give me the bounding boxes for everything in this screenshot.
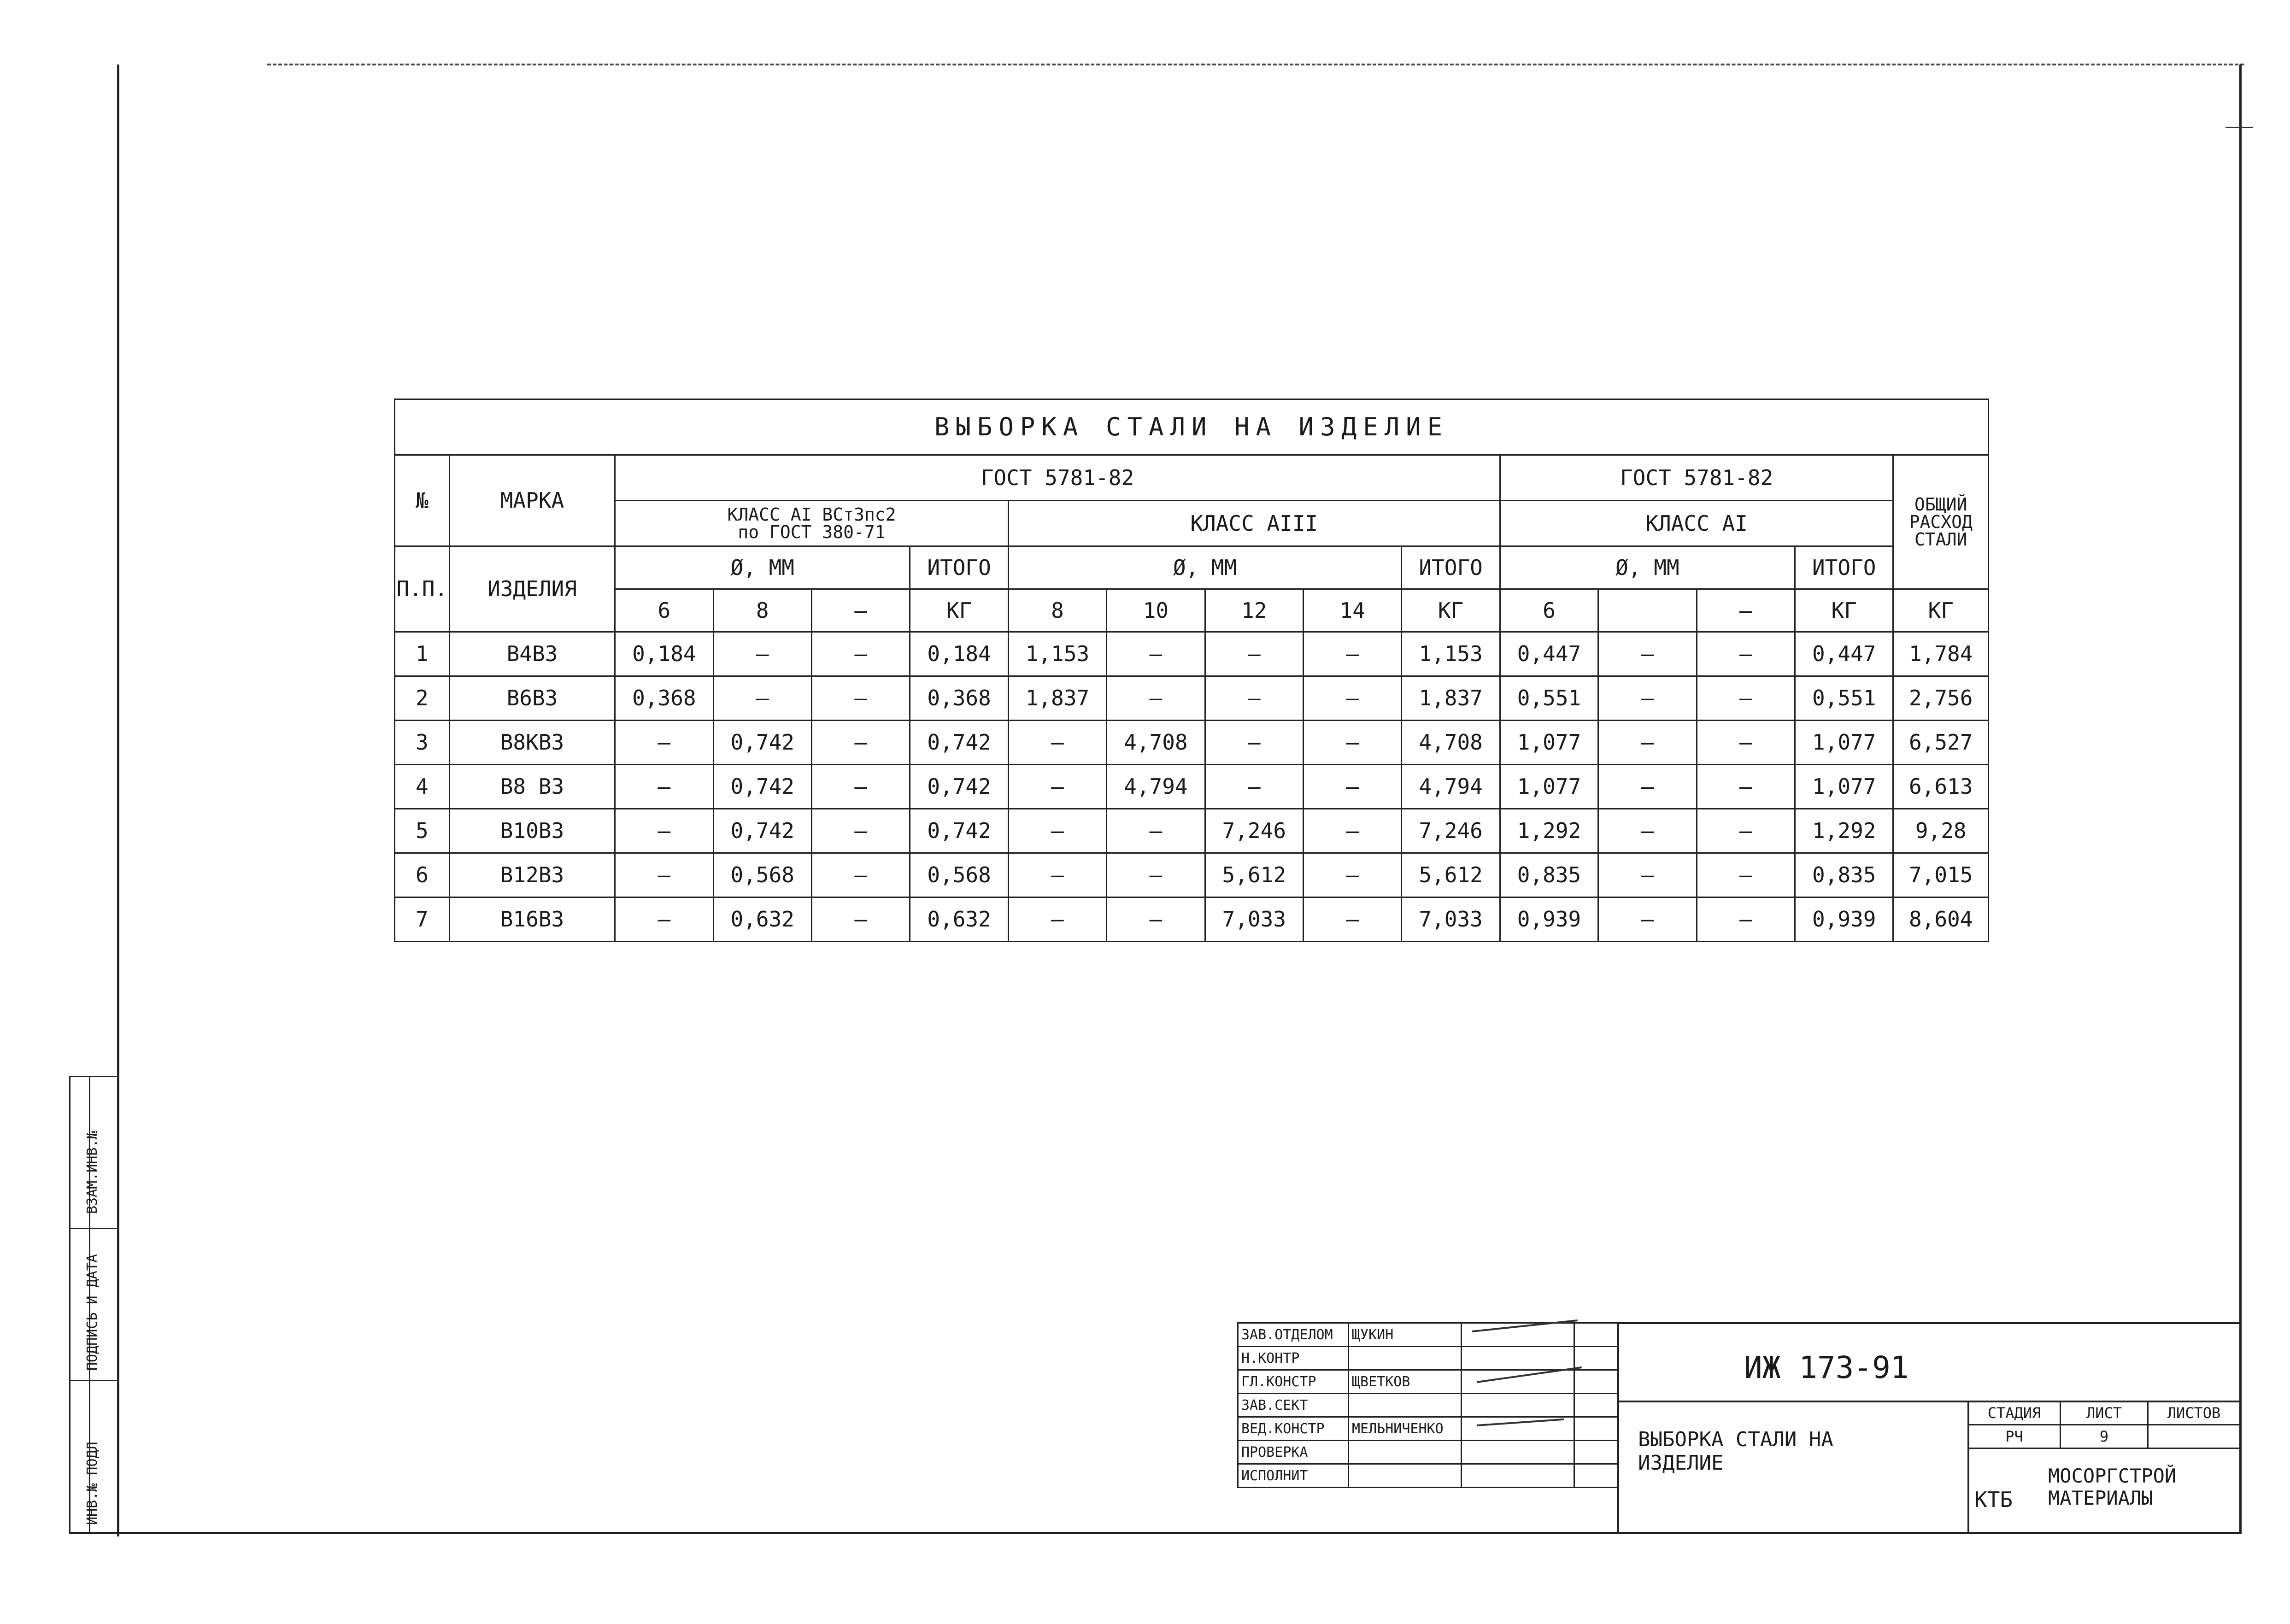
signature-row xyxy=(1238,1394,1618,1417)
role-label: ПРОВЕРКА xyxy=(1238,1441,1349,1464)
cell-b-2: — xyxy=(1598,632,1697,676)
cell-a3-10: 4,708 xyxy=(1107,721,1205,765)
cell-t2: 4,794 xyxy=(1402,765,1500,809)
role-label: ЗАВ.СЕКТ xyxy=(1238,1394,1349,1417)
cell-t3: 1,077 xyxy=(1795,765,1893,809)
cell-a1-6: 0,368 xyxy=(615,676,713,721)
cell-a1-x: — xyxy=(811,853,910,897)
dia-a3-12: 12 xyxy=(1205,589,1303,632)
header-total-a3: ИТОГО xyxy=(1402,546,1500,589)
class-a1-bst-gost: по ГОСТ 380-71 xyxy=(738,522,886,542)
header-total-a1: ИТОГО xyxy=(910,546,1008,589)
cell-a3-10: — xyxy=(1107,809,1205,853)
sheet-label: ЛИСТ xyxy=(2061,1401,2148,1425)
cell-t1: 0,742 xyxy=(910,721,1008,765)
date-cell xyxy=(1574,1394,1618,1417)
signature-row xyxy=(1238,1323,1618,1347)
cell-t3: 0,939 xyxy=(1795,897,1893,942)
side-inv-label: ИНВ.№ ПОДЛ xyxy=(84,1442,100,1525)
role-label: ЗАВ.ОТДЕЛОМ xyxy=(1238,1323,1349,1347)
cell-b-2: — xyxy=(1598,897,1697,942)
cell-mark: В16В3 xyxy=(449,897,615,942)
cell-mark: В10В3 xyxy=(449,809,615,853)
dia-a3-14: 14 xyxy=(1304,589,1402,632)
cell-b-2: — xyxy=(1598,676,1697,721)
header-class-a3: КЛАСС AIII xyxy=(1008,501,1500,546)
cell-t2: 7,246 xyxy=(1402,809,1500,853)
cell-t2: 1,837 xyxy=(1402,676,1500,721)
cell-a1-x: — xyxy=(811,765,910,809)
date-cell xyxy=(1574,1441,1618,1464)
cell-a3-8: — xyxy=(1008,853,1106,897)
document-code: ИЖ 173-91 xyxy=(1744,1350,1909,1385)
role-label: ГЛ.КОНСТР xyxy=(1238,1370,1349,1394)
frame-top-border xyxy=(267,64,2244,65)
cell-all: 6,613 xyxy=(1893,765,1989,809)
side-cell-replace xyxy=(70,1076,119,1077)
stage-table xyxy=(1967,1401,2241,1449)
table-row xyxy=(395,721,1989,765)
date-cell xyxy=(1574,1417,1618,1441)
table-row xyxy=(395,809,1989,853)
cell-b-3: — xyxy=(1697,721,1795,765)
cell-a3-8: — xyxy=(1008,765,1106,809)
cell-a1-6: — xyxy=(615,809,713,853)
cell-t1: 0,368 xyxy=(910,676,1008,721)
cell-b-6: 1,292 xyxy=(1500,809,1598,853)
header-mark-sub: ИЗДЕЛИЯ xyxy=(449,546,615,632)
cell-a3-12: 7,246 xyxy=(1205,809,1303,853)
cell-all: 2,756 xyxy=(1893,676,1989,721)
cell-all: 6,527 xyxy=(1893,721,1989,765)
cell-a3-12: — xyxy=(1205,676,1303,721)
sheets-label: ЛИСТОВ xyxy=(2148,1401,2240,1425)
cell-a3-10: — xyxy=(1107,676,1205,721)
header-class-a1-bst xyxy=(615,501,1009,546)
cell-b-6: 1,077 xyxy=(1500,721,1598,765)
header-gost-left: ГОСТ 5781-82 xyxy=(615,455,1500,501)
cell-a3-10: 4,794 xyxy=(1107,765,1205,809)
cell-a1-8: 0,742 xyxy=(713,809,811,853)
header-total-b: ИТОГО xyxy=(1795,546,1893,589)
header-class-a1: КЛАСС AI xyxy=(1500,501,1893,546)
organization-prefix: КТБ xyxy=(1974,1487,2013,1512)
cell-a3-12: 7,033 xyxy=(1205,897,1303,942)
cell-a3-14: — xyxy=(1304,897,1402,942)
cell-a1-6: 0,184 xyxy=(615,632,713,676)
cell-a3-8: 1,837 xyxy=(1008,676,1106,721)
role-label: ИСПОЛНИТ xyxy=(1238,1464,1349,1488)
cell-a3-10: — xyxy=(1107,897,1205,942)
signature-row xyxy=(1238,1441,1618,1464)
cell-t1: 0,742 xyxy=(910,809,1008,853)
side-cell-inv xyxy=(70,1380,119,1381)
organization-name: МОСОРГСТРОЙ МАТЕРИАЛЫ xyxy=(2048,1465,2177,1510)
stamp-divider xyxy=(1617,1322,1619,1533)
signature-row xyxy=(1238,1464,1618,1488)
cell-a3-8: — xyxy=(1008,721,1106,765)
header-diameter-b: Ø, ММ xyxy=(1500,546,1795,589)
signature-grid xyxy=(1237,1322,1619,1488)
cell-b-2: — xyxy=(1598,853,1697,897)
cell-a3-14: — xyxy=(1304,721,1402,765)
cell-b-2: — xyxy=(1598,721,1697,765)
cell-a3-8: — xyxy=(1008,897,1106,942)
person-name xyxy=(1349,1441,1462,1464)
cell-b-6: 0,835 xyxy=(1500,853,1598,897)
cell-a1-8: 0,742 xyxy=(713,765,811,809)
cell-a1-8: 0,742 xyxy=(713,721,811,765)
table-row xyxy=(395,765,1989,809)
table-row xyxy=(395,632,1989,676)
dia-a1-x: — xyxy=(811,589,910,632)
dia-b-3: — xyxy=(1697,589,1795,632)
cell-a3-12: 5,612 xyxy=(1205,853,1303,897)
cell-b-6: 0,551 xyxy=(1500,676,1598,721)
cell-b-3: — xyxy=(1697,676,1795,721)
table-row xyxy=(395,897,1989,942)
signature-row xyxy=(1238,1347,1618,1370)
steel-selection-table xyxy=(394,399,1989,942)
unit-kg-b: КГ xyxy=(1795,589,1893,632)
date-cell xyxy=(1574,1370,1618,1394)
person-name: ЩВЕТКОВ xyxy=(1349,1370,1462,1394)
cell-a1-x: — xyxy=(811,897,910,942)
header-gost-right: ГОСТ 5781-82 xyxy=(1500,455,1893,501)
stage-left-line xyxy=(1967,1401,1969,1533)
cell-a3-12: — xyxy=(1205,721,1303,765)
cell-a1-8: 0,632 xyxy=(713,897,811,942)
cell-t3: 1,077 xyxy=(1795,721,1893,765)
cell-b-6: 0,939 xyxy=(1500,897,1598,942)
cell-n: 1 xyxy=(395,632,450,676)
cell-a3-14: — xyxy=(1304,809,1402,853)
role-label: Н.КОНТР xyxy=(1238,1347,1349,1370)
signature-row xyxy=(1238,1370,1618,1394)
cell-a1-6: — xyxy=(615,721,713,765)
dia-b-6: 6 xyxy=(1500,589,1598,632)
cell-a1-6: — xyxy=(615,853,713,897)
cell-mark: В8КВ3 xyxy=(449,721,615,765)
cell-b-3: — xyxy=(1697,897,1795,942)
unit-kg-a1: КГ xyxy=(910,589,1008,632)
person-name: ЩУКИН xyxy=(1349,1323,1462,1347)
cell-a1-x: — xyxy=(811,809,910,853)
cell-b-3: — xyxy=(1697,809,1795,853)
cell-t2: 4,708 xyxy=(1402,721,1500,765)
date-cell xyxy=(1574,1323,1618,1347)
unit-kg-general: КГ xyxy=(1893,589,1989,632)
dia-a1-6: 6 xyxy=(615,589,713,632)
signature-cell xyxy=(1462,1441,1574,1464)
cell-mark: В8 В3 xyxy=(449,765,615,809)
cell-a3-14: — xyxy=(1304,676,1402,721)
cell-b-6: 1,077 xyxy=(1500,765,1598,809)
cell-b-6: 0,447 xyxy=(1500,632,1598,676)
header-mark: МАРКА xyxy=(449,455,615,546)
table-title: ВЫБОРКА СТАЛИ НА ИЗДЕЛИЕ xyxy=(395,399,1989,455)
cell-t3: 1,292 xyxy=(1795,809,1893,853)
cell-b-3: — xyxy=(1697,765,1795,809)
person-name xyxy=(1349,1464,1462,1488)
cell-n: 5 xyxy=(395,809,450,853)
side-sign-label: ПОДПИСЬ И ДАТА xyxy=(84,1254,100,1371)
cell-t1: 0,184 xyxy=(910,632,1008,676)
role-label: ВЕД.КОНСТР xyxy=(1238,1417,1349,1441)
cell-b-3: — xyxy=(1697,853,1795,897)
cell-a3-10: — xyxy=(1107,853,1205,897)
cell-b-2: — xyxy=(1598,765,1697,809)
cell-all: 1,784 xyxy=(1893,632,1989,676)
cell-mark: В4В3 xyxy=(449,632,615,676)
sheet-value: 9 xyxy=(2061,1425,2148,1448)
cell-t3: 0,447 xyxy=(1795,632,1893,676)
cell-a3-8: — xyxy=(1008,809,1106,853)
stage-value: РЧ xyxy=(1968,1425,2061,1448)
cell-a1-x: — xyxy=(811,632,910,676)
cell-n: 7 xyxy=(395,897,450,942)
cell-t1: 0,742 xyxy=(910,765,1008,809)
dia-a3-8: 8 xyxy=(1008,589,1106,632)
cell-n: 2 xyxy=(395,676,450,721)
frame-right-border xyxy=(2239,64,2242,1534)
table-row xyxy=(395,676,1989,721)
stage-label: СТАДИЯ xyxy=(1968,1401,2061,1425)
cell-t1: 0,632 xyxy=(910,897,1008,942)
header-number: № xyxy=(395,455,450,546)
cell-a3-12: — xyxy=(1205,765,1303,809)
side-replace-label: ВЗАМ.ИНВ.№ xyxy=(84,1131,100,1214)
sheet-title: ВЫБОРКА СТАЛИ НА ИЗДЕЛИЕ xyxy=(1638,1428,1833,1475)
cell-n: 6 xyxy=(395,853,450,897)
cell-all: 8,604 xyxy=(1893,897,1989,942)
side-stamp xyxy=(69,1076,119,1532)
cell-a1-6: — xyxy=(615,897,713,942)
dia-a1-8: 8 xyxy=(713,589,811,632)
cell-a1-8: — xyxy=(713,632,811,676)
stamp-top-line xyxy=(1617,1322,2239,1324)
sheets-value xyxy=(2148,1425,2240,1448)
cell-n: 4 xyxy=(395,765,450,809)
corner-mark xyxy=(2225,127,2253,128)
cell-all: 7,015 xyxy=(1893,853,1989,897)
cell-a1-x: — xyxy=(811,676,910,721)
cell-t2: 1,153 xyxy=(1402,632,1500,676)
person-name xyxy=(1349,1394,1462,1417)
signature-cell xyxy=(1462,1347,1574,1370)
header-general-consumption: ОБЩИЙ РАСХОД СТАЛИ xyxy=(1893,455,1989,589)
cell-a3-8: 1,153 xyxy=(1008,632,1106,676)
table-row xyxy=(395,853,1989,897)
cell-a3-14: — xyxy=(1304,765,1402,809)
cell-a1-8: 0,568 xyxy=(713,853,811,897)
cell-t1: 0,568 xyxy=(910,853,1008,897)
cell-n: 3 xyxy=(395,721,450,765)
dia-b-2 xyxy=(1598,589,1697,632)
side-cell-sign xyxy=(70,1228,119,1229)
cell-t3: 0,551 xyxy=(1795,676,1893,721)
cell-a3-14: — xyxy=(1304,632,1402,676)
class-a1-bst-label: КЛАСС AI ВСт3пс2 xyxy=(727,504,896,525)
signature-cell xyxy=(1462,1464,1574,1488)
person-name xyxy=(1349,1347,1462,1370)
dia-a3-10: 10 xyxy=(1107,589,1205,632)
unit-kg-a3: КГ xyxy=(1402,589,1500,632)
cell-b-3: — xyxy=(1697,632,1795,676)
cell-mark: В12В3 xyxy=(449,853,615,897)
cell-a1-8: — xyxy=(713,676,811,721)
cell-a3-12: — xyxy=(1205,632,1303,676)
cell-t3: 0,835 xyxy=(1795,853,1893,897)
cell-t2: 5,612 xyxy=(1402,853,1500,897)
header-number-sub: П.П. xyxy=(395,546,450,632)
header-diameter-a1: Ø, ММ xyxy=(615,546,910,589)
cell-a1-6: — xyxy=(615,765,713,809)
signature-cell xyxy=(1462,1394,1574,1417)
date-cell xyxy=(1574,1464,1618,1488)
cell-a3-10: — xyxy=(1107,632,1205,676)
cell-a1-x: — xyxy=(811,721,910,765)
cell-t2: 7,033 xyxy=(1402,897,1500,942)
header-diameter-a3: Ø, ММ xyxy=(1008,546,1402,589)
title-block xyxy=(1237,1322,2239,1533)
cell-mark: В6В3 xyxy=(449,676,615,721)
cell-b-2: — xyxy=(1598,809,1697,853)
person-name: МЕЛЬНИЧЕНКО xyxy=(1349,1417,1462,1441)
cell-a3-14: — xyxy=(1304,853,1402,897)
cell-all: 9,28 xyxy=(1893,809,1989,853)
